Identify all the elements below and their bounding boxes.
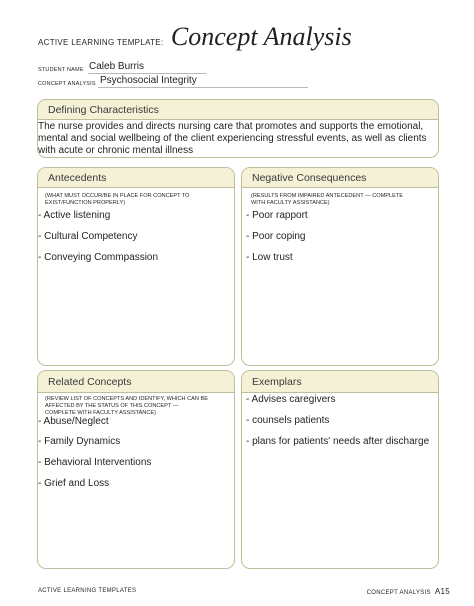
exemplar-item[interactable]: - counsels patients — [246, 415, 330, 426]
antecedent-item[interactable]: - Active listening — [38, 210, 111, 221]
defining-characteristics-title: Defining Characteristics — [38, 100, 438, 120]
exemplar-item[interactable]: - plans for patients' needs after discharge — [246, 436, 430, 447]
antecedents-title: Antecedents — [38, 168, 234, 188]
negative-consequence-item[interactable]: - Poor coping — [246, 231, 306, 242]
footer-right — [367, 587, 450, 596]
concept-analysis-value[interactable]: Psychosocial Integrity — [100, 75, 197, 86]
exemplar-item[interactable]: - Advises caregivers — [246, 394, 336, 405]
negative-consequence-item[interactable]: - Low trust — [246, 252, 293, 263]
student-name-value[interactable]: Caleb Burris — [89, 61, 145, 72]
concept-analysis-line — [98, 87, 308, 88]
defining-characteristics-text[interactable]: The nurse provides and directs nursing care that promotes and supports the emotional, mental and social wellbeing of the client experiencing stressful events, as well as clients with acute or chronic mental illness — [38, 121, 427, 156]
related-concepts-title: Related Concepts — [38, 371, 234, 393]
page-header — [38, 22, 352, 52]
footer-left: ACTIVE LEARNING TEMPLATES — [38, 588, 137, 594]
footer-section-label: CONCEPT ANALYSIS — [366, 590, 431, 596]
page-title: Concept Analysis — [170, 22, 352, 51]
related-concept-item[interactable]: - Family Dynamics — [38, 436, 121, 447]
negative-consequences-instructions: (RESULTS FROM IMPAIRED ANTECEDENT — COMPLETE WITH FACULTY ASSISTANCE) — [251, 193, 403, 206]
student-name-label: STUDENT NAME — [38, 67, 84, 73]
related-concept-item[interactable]: - Abuse/Neglect — [38, 416, 109, 427]
antecedent-item[interactable]: - Cultural Competency — [38, 231, 138, 242]
related-concepts-instructions: (REVIEW LIST OF CONCEPTS AND IDENTIFY, WHICH CAN BE AFFECTED BY THE STATUS OF THIS CONCEPT — COMPLETE WITH FACULTY ASSISTANCE) — [45, 396, 208, 416]
related-concept-item[interactable]: - Behavioral Interventions — [38, 457, 152, 468]
concept-analysis-label: CONCEPT ANALYSIS — [38, 81, 96, 87]
template-label: ACTIVE LEARNING TEMPLATE: — [38, 38, 164, 47]
related-concept-item[interactable]: - Grief and Loss — [38, 478, 110, 489]
antecedents-instructions: (WHAT MUST OCCUR/BE IN PLACE FOR CONCEPT TO EXIST/FUNCTION PROPERLY) — [45, 193, 190, 206]
negative-consequences-title: Negative Consequences — [242, 168, 438, 188]
student-name-line — [88, 73, 206, 74]
exemplars-title: Exemplars — [242, 371, 438, 393]
antecedent-item[interactable]: - Conveying Commpassion — [38, 252, 159, 263]
negative-consequence-item[interactable]: - Poor rapport — [246, 210, 308, 221]
page-number: A15 — [434, 587, 450, 596]
